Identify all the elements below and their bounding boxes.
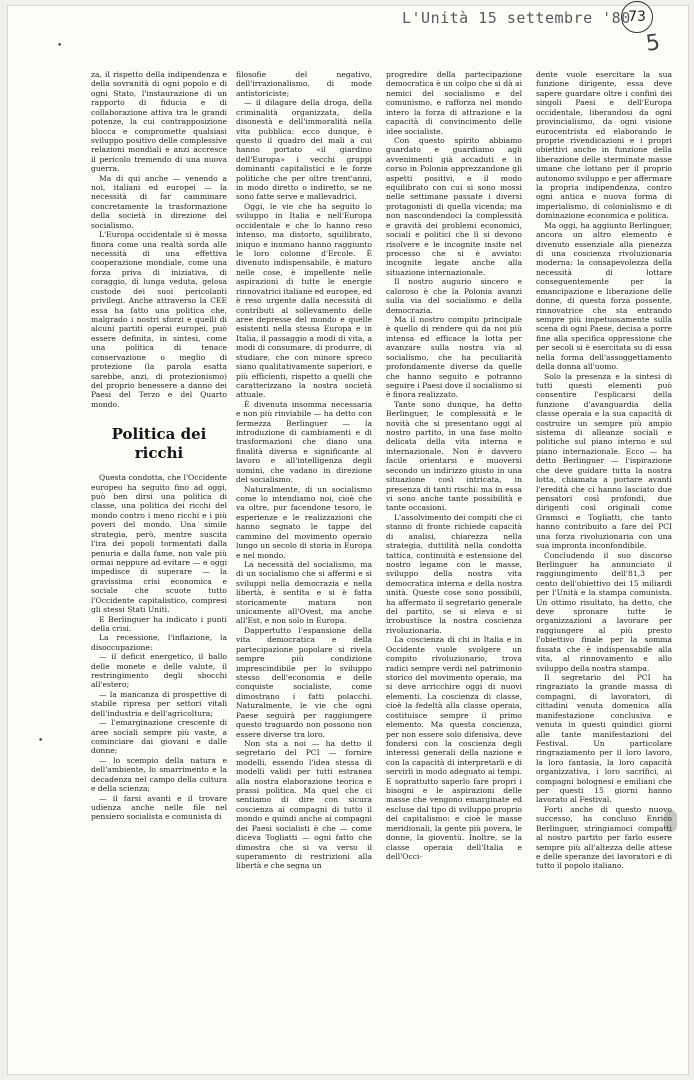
paragraph: Ma oggi, ha aggiunto Berlinguer, ancora un altro elemento è divenuto essenziale alla pienezza di una coscienza rivoluzionaria moderna: la consapevolezza della necessità di lottare conseguentemente per la emancipazione e liberazione delle donne, di questa forza possente, rinnovatrice che sta entrando sempre più impetuosamente sulla scena di ogni Paese, decisa a porre fine alla specifica oppressione che per secoli si è esercitata su di essa nella forma dell'assoggettamento della donna all'uomo. — [536, 220, 672, 372]
paragraph: Con questo spirito abbiamo guardato e guardiamo agli avvenimenti già accaduti e in corso in Polonia apprezzandone gli aspetti positivi, e il modo equilibrato con cui si sono mossi nelle settimane passate i diversi protagonisti di quella vicenda; ma non nascondendoci la complessità e gravità dei problemi economici, sociali e politici che lì si devono risolvere e le incognite insite nel processo che si è avviato: incognite legate anche alla situazione internazionale. — [386, 135, 522, 277]
paragraph: Dappertutto l'espansione della vita democratica e della partecipazione popolare si rivela sempre più condizione imprescindibile per lo sviluppo stesso dell'economia e delle conquiste socialiste, come dimostrano i fatti polacchi. Naturalmente, le vie che ogni Paese seguirà per raggiungere questo traguardo non possono non essere diverse tra loro. — [236, 625, 372, 739]
paragraph: za, il rispetto della indipendenza e della sovranità di ogni popolo e di ogni Stato, l'instaurazione di un rapporto di fiducia e di collaborazione attiva tra le grandi potenze, la cui contrapposizione blocca e compromette qualsiasi sviluppo positivo delle complessive relazioni mondiali e anzi accresce il pericolo tremendo di una nuova guerra. — [91, 70, 227, 174]
paragraph: Ma di qui anche — venendo a noi, italiani ed europei — la necessità di far camminare concretamente la trasformazione della società in direzione del socialismo. — [91, 173, 227, 230]
newspaper-date-stamp: L'Unità 15 settembre '80 — [402, 9, 631, 27]
paragraph: — il farsi avanti e il trovare udienza anche nelle file nel pensiero socialista e comunista di — [91, 793, 227, 822]
paragraph: È divenuta insomma necessaria e non più rinviabile — ha detto con fermezza Berlinguer — la introduzione di cambiamenti e di trasformazioni che diano una finalità diversa e significante al lavoro e all'intelligenza degli uomini, che vadano in direzione del socialismo. — [236, 399, 372, 485]
paragraph: dente vuole esercitare la sua funzione dirigente, essa deve sapere guardare oltre i confini dei singoli Paesi e dell'Europa occidentale, liberandosi da ogni provincialismo, da ogni visione eurocentrista ed elaborando le proprie rivendicazioni e i propri obiettivi anche in funzione della liberazione delle sterminate masse umane che lottano per il proprio autonomo sviluppo e per affermare la propria indipendenza, contro ogni antica e nuova forma di imperialismo, di colonialismo e di dominazione economica e politica. — [536, 70, 672, 221]
paragraph: — il deficit energetico, il ballo delle monete e delle valute, il restringimento degli sbocchi all'estero; — [91, 652, 227, 690]
paragraph: — l'emarginazione crescente di aree sociali sempre più vaste, a cominciare dai giovani e dalle donne; — [91, 718, 227, 756]
paragraph: Ma il nostro compito principale è quello di rendere qui da noi più intensa ed efficace la lotta per avanzare sulla nostra via al socialismo, che ha peculiarità profondamente diverse da quelle che hanno seguito e potranno seguire i Paesi dove il socialismo si è finora realizzato. — [386, 314, 522, 400]
paragraph: Oggi, le vie che ha seguito lo sviluppo in Italia e nell'Europa occidentale e che lo hanno reso intenso, ma distorto, squilibrato, iniquo e inumano hanno raggiunto le loro colonne d'Ercole. È divenuto indispensabile, è maturo nelle cose, è impellente nelle aspirazioni di tutte le energie rinnovatrici italiane ed europee, ed è reso urgente dalla necessità di contributi al sollevamento delle aree depresse del mondo e quelle esistenti nella stessa Europa e in Italia, il passaggio a modi di vita, a modi di consumare, di produrre, di studiare, che con minore spreco siano qualitativamente superiori, e più efficienti, rispetto a quelli che caratterizzano la nostra società attuale. — [236, 201, 372, 400]
paragraph: Forti anche di questo nuovo successo, ha concluso Enrico Berlinguer, stringiamoci compatti al nostro partito per farlo essere sempre più all'altezza delle attese e delle speranze dei lavoratori e di tutto il popolo italiano. — [536, 804, 672, 871]
paragraph: E Berlinguer ha indicato i punti della crisi. — [91, 614, 227, 633]
article-column-1 — [91, 70, 227, 946]
paragraph: La recessione, l'inflazione, la disoccupazione: — [91, 633, 227, 652]
section-headline: Politica dei ricchi — [111, 425, 207, 463]
paragraph: L'assolvimento dei compiti che ci stanno di fronte richiede capacità di analisi, chiarezza nella strategia, duttilità nella condotta tattica, continuità e estensione del nostro legame con le masse, sviluppo della nostra vita democratica interna e della nostra unità. Queste cose sono possibili, ha affermato il segretario generale del partito, se si eleva e si irrobustisce la nostra coscienza rivoluzionaria. — [386, 512, 522, 635]
paragraph: Naturalmente, di un socialismo come lo intendiamo noi, cioè che va oltre, pur facendone tesoro, le esperienze e le realizzazioni che hanno segnato le tappe del cammino del movimento operaio lungo un secolo di storia in Europa e nel mondo. — [236, 484, 372, 560]
paragraph: — lo scempio della natura e dell'ambiente, lo smarrimento e la decadenza nel campo della cultura e della scienza; — [91, 755, 227, 794]
paragraph: — il dilagare della droga, della criminalità organizzata, della disonestà e dell'immoralità nella vita pubblica: ecco dunque, è questo il quadro dei mali a cui hanno portato «il giardino dell'Europa» i vecchi gruppi dominanti capitalistici e le forze politiche che per oltre trent'anni, in modo diretto o indiretto, se ne sono fatte serve e mallevadrici. — [236, 98, 372, 202]
paragraph: Tante sono dunque, ha detto Berlinguer, le complessità e le novità che si presentano oggi al nostro partito, in una fase molto delicata della vita interna e internazionale. Non è davvero facile orientarsi e muoversi secondo un indirizzo giusto in una situazione così intricata, in presenza di tanti rischi: ma in essa vi sono anche tante possibilità e tante occasioni. — [386, 399, 522, 513]
paragraph: Solo la presenza e la sintesi di tutti questi elementi può consentire l'esplicarsi della funzione d'avanguardia della classe operaia e la sua capacità di costruire un sempre più ampio sistema di alleanze sociali e politiche sul piano interno e sul piano internazionale. Ecco — ha detto Berlinguer — l'ispirazione che deve guidare tutta la nostra lotta, chiamata a portare avanti l'eredità che ci hanno lasciato due pensatori così profondi, due dirigenti così originali come Gramsci e Togliatti, che tanto hanno contribuito a fare del PCI una forza rivoluzionaria con una sua impronta inconfondibile. — [536, 371, 672, 551]
paragraph: Concludendo il suo discorso Berlinguer ha annunciato il raggiungimento dell'81,3 per cento dell'obiettivo dei 15 miliardi per l'Unità e la stampa comunista. Un ottimo risultato, ha detto, che deve spronare tutte le organizzazioni a lavorare per raggiungere al più presto l'obiettivo finale per la somma fissata che è indispensabile alla vita, al rinnovamento e allo sviluppo della nostra stampa. — [536, 550, 672, 673]
article-column-3 — [386, 70, 522, 946]
paragraph: filosofie del negativo, dell'irrazionalismo, di mode antistoriciste; — [236, 70, 372, 98]
circled-page-number: 73 — [621, 1, 653, 33]
paragraph: Il segretario del PCI ha ringraziato la grande massa di compagni, di lavoratori, di cittadini venuta domenica alla manifestazione conclusiva e venuta in questi quindici giorni alle tante manifestazioni del Festival. Un particolare ringraziamento per il loro lavoro, la loro fantasia, la loro capacità organizzativa, i loro sacrifici, ai compagni bolognesi e emiliani che per questi 15 giorni hanno lavorato al Festival. — [536, 673, 672, 805]
article-column-2 — [236, 70, 372, 946]
paragraph: La coscienza di chi in Italia e in Occidente vuole svolgere un compito rivoluzionario, trova radici sempre verdi nel patrimonio storico del movimento operaio, ma si deve arricchire oggi di nuovi elementi. La coscienza di classe, cioè la fedeltà alla classe operaia, costituisce sempre il primo elemento. Ma questa coscienza, per non essere solo difensiva, deve fondersi con la coscienza degli interessi generali della nazione e con la capacità di interpretarli e di servirli in modo adeguato ai tempi. E soprattutto saperlo fare propri i bisogni e le aspirazioni delle masse che vengono emarginate ed escluse dal tipo di sviluppo proprio del capitalismo: e cioè le masse meridionali, la gente più povera, le donne, la gioventù. Inoltre, se la classe operaia dell'Italia e dell'Occi- — [386, 635, 522, 862]
paragraph: — la mancanza di prospettive di stabile ripresa per settori vitali dell'industria e dell'agricoltura; — [91, 689, 227, 718]
handwritten-number: 5 — [644, 30, 662, 57]
paragraph: progredire della partecipazione democratica è un colpo che si dà ai nemici del socialismo e del comunismo, e rafforza nel mondo intero la forza di attrazione e la capacità di convincimento delle idee socialiste. — [386, 70, 522, 136]
top-left-mark: • — [57, 41, 63, 51]
paragraph: Il nostro augurio sincero e caloroso è che la Polonia avanzi sulla via del socialismo e della democrazia. — [386, 277, 522, 315]
paragraph: Questa condotta, che l'Occidente europeo ha seguito fino ad oggi, può ben dirsi una politica di classe, una politica dei ricchi del mondo contro i meno ricchi e i più poveri del mondo. Una simile strategia, però, mentre suscita l'ira dei popoli tormentati dalla penuria e dalla fame, non vale più ormai neppure ad evitare — e oggi impedisce di superare — la gravissima crisi economica e sociale che scuote tutto l'Occidente capitalistico, compresi gli stessi Stati Uniti. — [91, 473, 227, 615]
paragraph: L'Europa occidentale si è mossa finora come una realtà sorda alle necessità di una effettiva cooperazione mondiale, come una forza priva di iniziativa, di coraggio, di lunga veduta, gelosa custode dei suoi pericolanti privilegi. Anche attraverso la CEE essa ha fatto una politica che, malgrado i nostri sforzi e quelli di alcuni partiti operai europei, può essere definita, in sintesi, come una politica di tenace conservazione o meglio di protezione (la parola esatta sarebbe, anzi, di protezionismo) del proprio benessere a danno dei Paesi del Terzo e del Quarto mondo. — [91, 230, 227, 409]
article-column-4 — [536, 70, 672, 946]
paragraph: Non sta a noi — ha detto il segretario del PCI — fornire modelli, essendo l'idea stessa di modelli validi per tutti estranea alla nostra elaborazione teorica e prassi politica. Ma quel che ci sentiamo di dire con sicura coscienza ai compagni di tutto il mondo e quindi anche ai compagni dei Paesi socialisti è che — come diceva Togliatti — ogni fatto che dimostra che si va verso il superamento di restrizioni alla libertà e che segna un — [236, 738, 372, 871]
left-margin-mark: • — [38, 736, 44, 746]
paragraph: La necessità del socialismo, ma di un socialismo che si affermi e si sviluppi nella democrazia e nella libertà, è sentita e si è fatta storicamente matura non unicamente all'Ovest, ma anche all'Est, e non solo in Europa. — [236, 559, 372, 626]
